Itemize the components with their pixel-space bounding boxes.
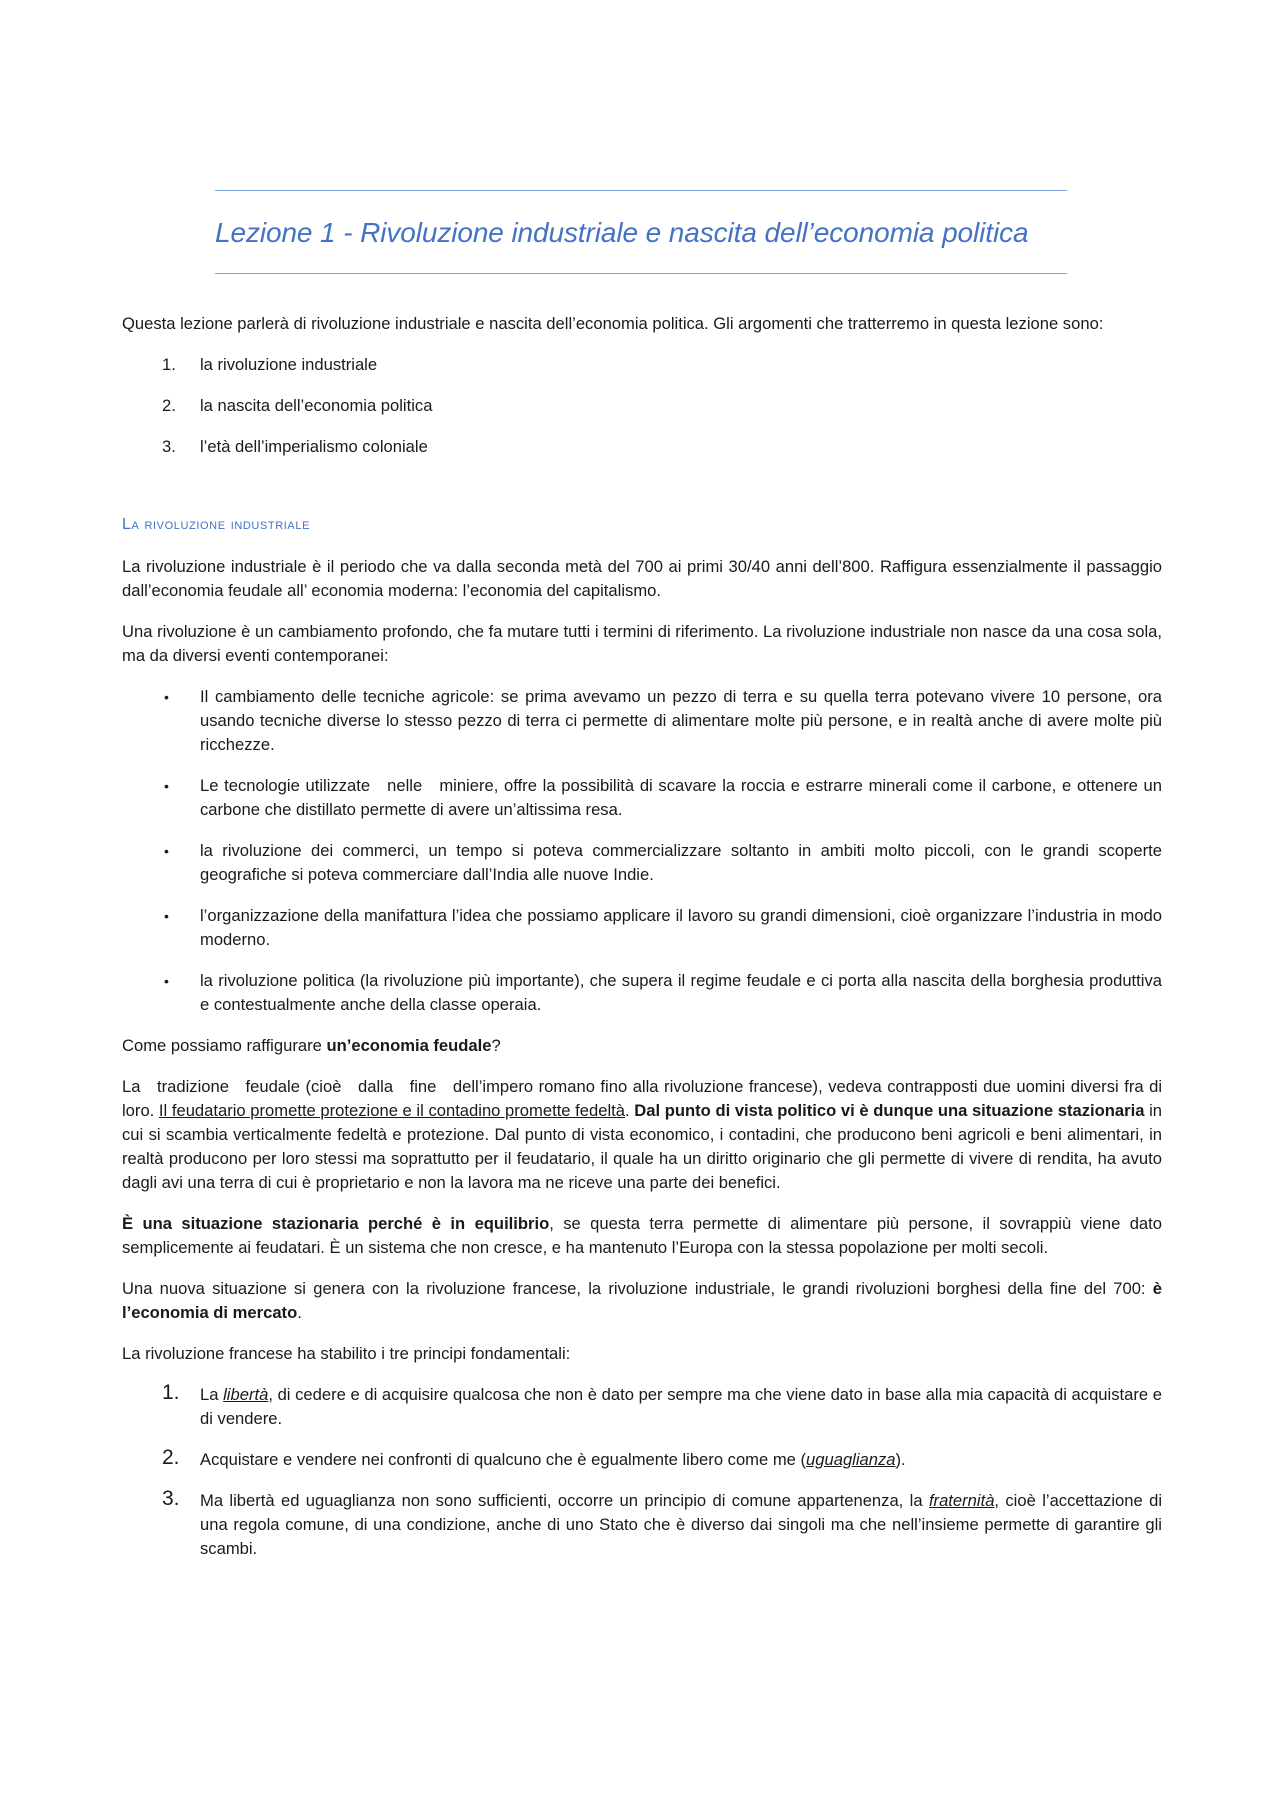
principles-list bbox=[122, 1383, 1162, 1561]
events-bullet-list bbox=[122, 685, 1167, 1017]
bullet-icon: • bbox=[164, 778, 169, 794]
title-bottom-rule bbox=[215, 273, 1067, 274]
topics-list bbox=[122, 353, 1162, 459]
bullet-icon: • bbox=[164, 843, 169, 859]
bullet-icon: • bbox=[164, 908, 169, 924]
list-item: • la rivoluzione politica (la rivoluzione più importante), che supera il regime feudale e ci porta alla nascita della borghesia produttiva e contestualmente anche della classe operaia. bbox=[164, 971, 1162, 1014]
list-item: 3. Ma libertà ed uguaglianza non sono sufficienti, occorre un principio di comune appartenenza, la fraternità, cioè l’accettazione di una regola comune, di una condizione, anche di uno Stato che è diverso dai singoli ma che nell’insieme permette di garantire gli scambi. bbox=[162, 1487, 1163, 1558]
paragraph: Una rivoluzione è un cambiamento profondo, che fa mutare tutti i termini di riferimento. La rivoluzione industriale non nasce da una cosa sola, ma da diversi eventi contemporanei: bbox=[122, 622, 1162, 665]
bullet-icon: • bbox=[164, 973, 169, 989]
list-item: • Le tecnologie utilizzate nelle miniere, offre la possibilità di scavare la roccia e estrarre minerali come il carbone, e ottenere un carbone che distillato permette di avere un’altissima resa. bbox=[164, 776, 1167, 819]
paragraph: La rivoluzione industriale è il periodo che va dalla seconda metà del 700 ai primi 30/40 anni dell’800. Raffigura essenzialmente il passaggio dall’economia feudale all’ economia moderna: l’economia del capitalismo. bbox=[122, 557, 1162, 600]
feudal-paragraph: La tradizione feudale (cioè dalla fine dell’impero romano fino alla rivoluzione francese), vedeva contrapposti due uomini diversi fra di loro. Il feudatario promette protezione e il contadino promette fedeltà. Dal punto di vista politico vi è dunque una situazione stazionaria in cui si scambia verticalmente fedeltà e protezione. Dal punto di vista economico, i contadini, che producono beni agricoli e beni alimentari, in realtà producono per loro stessi ma soprattutto per il feudatario, il quale ha un diritto originario che gli permette di vivere di rendita, ha avuto dagli avi una terra di cui è proprietario e non la lavora ma ne riceve una parte dei benefici. bbox=[122, 1077, 1167, 1192]
list-item: • la rivoluzione dei commerci, un tempo si poteva commercializzare soltanto in ambiti molto piccoli, con le grandi scoperte geografiche si poteva commerciare dall’India alle nuove Indie. bbox=[164, 841, 1162, 884]
title-block bbox=[215, 190, 1067, 274]
list-item: 1. la rivoluzione industriale bbox=[162, 355, 378, 374]
title-top-rule bbox=[215, 190, 1067, 191]
document-body bbox=[122, 312, 1167, 1578]
bullet-icon: • bbox=[164, 689, 169, 705]
list-item: • Il cambiamento delle tecniche agricole: se prima avevamo un pezzo di terra e su quella terra potevano vivere 10 persone, ora usando tecniche diverse lo stesso pezzo di terra ci permette di alimentare molte più persone, e in realtà anche di avere molte più ricchezze. bbox=[164, 687, 1162, 754]
section-heading: La rivoluzione industriale bbox=[122, 516, 311, 533]
stationary-paragraph: È una situazione stazionaria perché è in equilibrio, se questa terra permette di alimentare più persone, il sovrappiù viene dato semplicemente ai feudatari. È un sistema che non cresce, e ha mantenuto l’Europa con la stessa popolazione per molti secoli. bbox=[122, 1214, 1162, 1257]
list-item: 3. l’età dell’imperialismo coloniale bbox=[162, 437, 428, 456]
intro-paragraph: Questa lezione parlerà di rivoluzione industriale e nascita dell’economia politica. Gli argomenti che tratterremo in questa lezione sono: bbox=[122, 314, 1104, 333]
principles-intro: La rivoluzione francese ha stabilito i tre principi fondamentali: bbox=[122, 1344, 571, 1363]
market-paragraph: Una nuova situazione si genera con la rivoluzione francese, la rivoluzione industriale, le grandi rivoluzioni borghesi della fine del 700: è l’economia di mercato. bbox=[122, 1279, 1162, 1322]
question-paragraph: Come possiamo raffigurare un’economia feudale? bbox=[122, 1036, 501, 1055]
list-item: 2. Acquistare e vendere nei confronti di qualcuno che è egualmente libero come me (uguaglianza). bbox=[162, 1446, 906, 1469]
list-item: • l’organizzazione della manifattura l’idea che possiamo applicare il lavoro su grandi dimensioni, cioè organizzare l’industria in modo moderno. bbox=[164, 906, 1162, 949]
page-title: Lezione 1 - Rivoluzione industriale e nascita dell’economia politica bbox=[215, 217, 1029, 248]
list-item: 2. la nascita dell’economia politica bbox=[162, 396, 433, 415]
list-item: 1. La libertà, di cedere e di acquisire qualcosa che non è dato per sempre ma che viene dato in base alla mia capacità di acquistare e di vendere. bbox=[162, 1381, 1162, 1428]
